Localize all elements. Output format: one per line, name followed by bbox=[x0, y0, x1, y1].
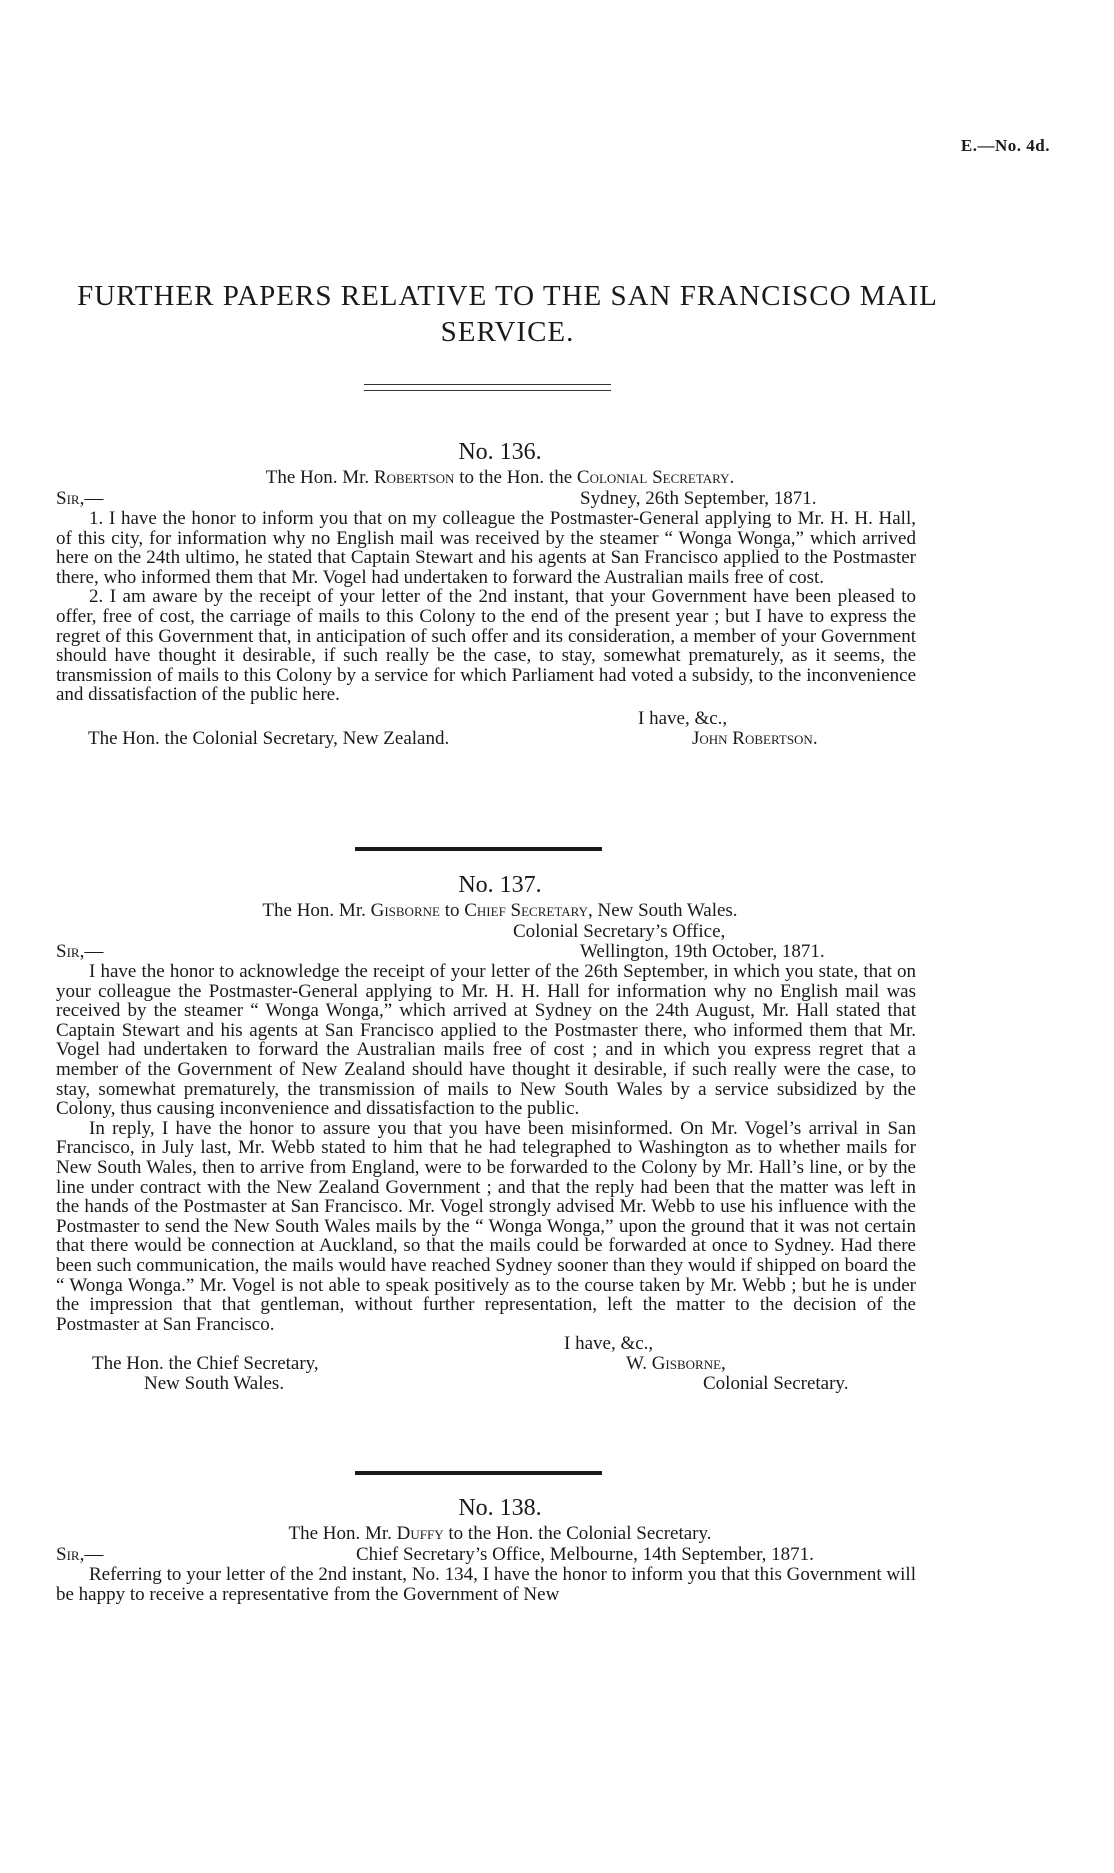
addressee: The Hon. the Chief Secretary, bbox=[92, 1353, 319, 1375]
letter-138 bbox=[56, 1493, 916, 1604]
caption-recipient: Chief Secretary, bbox=[464, 900, 593, 921]
letter-caption bbox=[84, 1523, 916, 1545]
caption-recipient: Colonial Secretary. bbox=[576, 467, 735, 488]
letter-136 bbox=[56, 437, 916, 749]
paragraph: I have the honor to acknowledge the receipt of your letter of the 26th September, in which you state, that on your colleague the Postmaster-General applying to Mr. H. H. Hall for information why no English mail was received by the steamer “ Wonga Wonga,” which arrived at Sydney on the 24th August, Mr. Hall stated that Captain Stewart and his agents at San Francisco applied to the Postmaster there, who informed them that Mr. Vogel had undertaken to forward the Australian mails free of cost ; and in which you express regret that a member of the Government of New Zealand should have thought it desirable, if such really were the case, to stay, somewhat prematurely, the transmission of mails to New South Wales by a service subsidized by the Colony, thus causing inconvenience and dissatisfaction to the public. bbox=[56, 961, 916, 1120]
letter-number: No. 137. bbox=[458, 872, 542, 898]
title-line-1: FURTHER PAPERS RELATIVE TO THE SAN FRANCISCO MAIL bbox=[77, 280, 938, 312]
date-line: Wellington, 19th October, 1871. bbox=[580, 941, 825, 962]
paragraph: 2. I am aware by the receipt of your letter of the 2nd instant, that your Government have been pleased to offer, free of cost, the carriage of mails to this Colony to the end of the present year ; but I have to express the regret of this Government that, in anticipation of such offer and its consideration, a member of your Government should have thought it desirable, if such really be the case, to stay, somewhat prematurely, as it seems, the transmission of mails to this Colony by a service for which Parliament had voted a subsidy, to the inconvenience and dissatisfaction of the public here. bbox=[56, 586, 916, 706]
addressee: New South Wales. bbox=[144, 1373, 285, 1395]
caption-text: to bbox=[439, 900, 465, 921]
closing-row bbox=[56, 709, 916, 729]
caption-text: The Hon. Mr. bbox=[288, 1523, 397, 1544]
salutation: Sir,— bbox=[56, 488, 104, 509]
salutation: Sir,— bbox=[56, 1544, 104, 1565]
paragraph: Referring to your letter of the 2nd instant, No. 134, I have the honor to inform you that this Government will be happy to receive a representative from the Government of New bbox=[56, 1564, 916, 1605]
section-divider bbox=[355, 1471, 602, 1475]
addressee: The Hon. the Colonial Secretary, New Zealand. bbox=[88, 727, 450, 749]
letter-number: No. 138. bbox=[458, 1495, 542, 1521]
signature-row bbox=[56, 729, 916, 749]
letter-number: No. 136. bbox=[458, 439, 542, 465]
caption-text: to the Hon. the bbox=[454, 467, 577, 488]
signature: John Robertson. bbox=[692, 727, 818, 749]
signature-row bbox=[56, 1354, 916, 1374]
salutation-row bbox=[56, 942, 916, 962]
caption-sender: Duffy bbox=[396, 1523, 444, 1544]
date-line: Chief Secretary’s Office, Melbourne, 14th September, 1871. bbox=[356, 1544, 814, 1565]
signature-title-row bbox=[56, 1374, 916, 1394]
closing: I have, &c., bbox=[564, 1333, 654, 1355]
document-reference: E.—No. 4d. bbox=[960, 136, 1050, 155]
letter-caption bbox=[84, 467, 916, 489]
date-line: Sydney, 26th September, 1871. bbox=[580, 488, 817, 509]
signature: W. Gisborne, bbox=[626, 1353, 726, 1375]
caption-text: New South Wales. bbox=[592, 900, 738, 921]
caption-sender: Gisborne bbox=[370, 900, 440, 921]
section-divider bbox=[355, 847, 602, 851]
caption-text: The Hon. Mr. bbox=[262, 900, 371, 921]
office-line: Colonial Secretary’s Office, bbox=[513, 921, 726, 942]
title-double-rule bbox=[364, 384, 611, 391]
caption-text: The Hon. Mr. bbox=[265, 467, 374, 488]
closing-row bbox=[56, 1334, 916, 1354]
closing: I have, &c., bbox=[638, 707, 728, 729]
salutation-row bbox=[56, 1545, 916, 1565]
signature-title: Colonial Secretary. bbox=[703, 1373, 849, 1395]
caption-text: to the Hon. the Colonial Secretary. bbox=[443, 1523, 712, 1544]
salutation-row bbox=[56, 489, 916, 509]
document-title bbox=[60, 278, 955, 350]
salutation: Sir,— bbox=[56, 941, 104, 962]
title-line-2: SERVICE. bbox=[440, 316, 575, 348]
office-row bbox=[56, 922, 916, 942]
letter-137 bbox=[56, 870, 916, 1394]
letter-caption bbox=[84, 900, 916, 922]
paragraph: In reply, I have the honor to assure you that you have been misinformed. On Mr. Vogel’s arrival in San Francisco, in July last, Mr. Webb stated to him that he had telegraphed to Washington as to whether mails for New South Wales, then to arrive from England, were to be forwarded to the Colony by Mr. Hall’s line, or by the line under contract with the New Zealand Government ; and that the reply had been that the matter was left in the hands of the Postmaster at San Francisco. Mr. Vogel strongly advised Mr. Webb to use his influence with the Postmaster to send the New South Wales mails by the “ Wonga Wonga,” upon the ground that it was not certain that there would be connection at Auckland, so that the mails could be forwarded at once to Sydney. Had there been such communication, the mails would have reached Sydney sooner than they would if shipped on board the “ Wonga Wonga.” Mr. Vogel is not able to speak positively as to the course taken by Mr. Webb ; but he is under the impression that that gentleman, without further representation, left the matter to the decision of the Postmaster at San Francisco. bbox=[56, 1117, 916, 1335]
caption-sender: Robertson bbox=[373, 467, 455, 488]
paragraph: 1. I have the honor to inform you that on my colleague the Postmaster-General applying to Mr. H. H. Hall, of this city, for information why no English mail was received by the steamer “ Wonga Wonga,” which arrived here on the 24th ultimo, he stated that Captain Stewart and his agents at San Francisco applied to the Postmaster there, who informed them that Mr. Vogel had undertaken to forward the Australian mails free of cost. bbox=[56, 508, 916, 588]
